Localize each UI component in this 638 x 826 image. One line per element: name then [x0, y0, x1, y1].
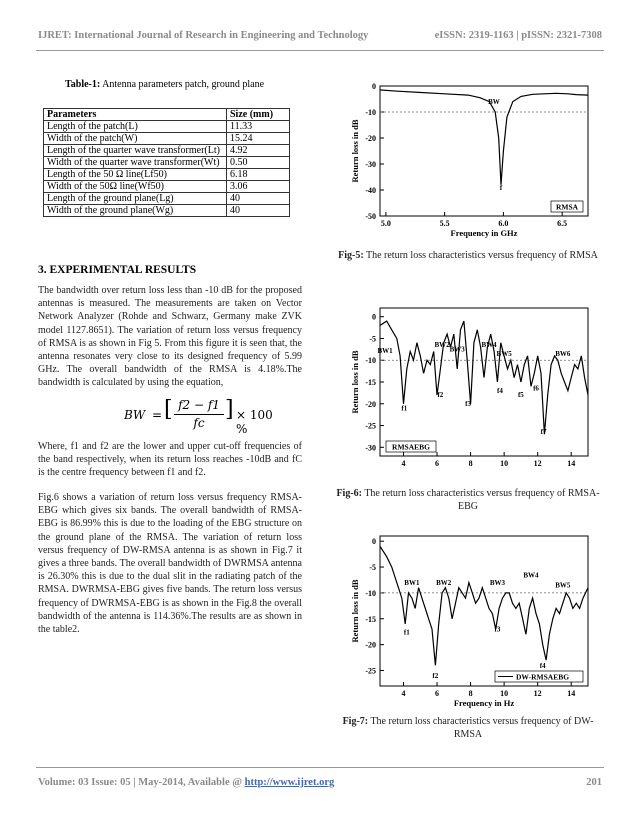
right-bracket: ]	[225, 397, 234, 422]
table-cell: 4.92	[227, 145, 290, 157]
table-caption-label: Table-1:	[65, 79, 101, 90]
y-tick-label: -5	[369, 334, 376, 344]
fig5-caption	[334, 250, 602, 263]
x-tick-label: 4	[401, 459, 406, 468]
bandwidth-equation	[124, 398, 284, 434]
y-tick-label: -50	[365, 212, 376, 221]
series-line	[380, 321, 588, 437]
parameters-table	[43, 108, 290, 217]
y-tick-label: -30	[365, 160, 376, 169]
x-tick-label: 6	[435, 689, 440, 698]
table-cell: Length of the ground plane(Lg)	[44, 193, 227, 205]
table-cell: Length of the 50 Ω line(Lf50)	[44, 169, 227, 181]
paragraph-1: The bandwidth over return loss less than -10 dB for the proposed antennas is measured. The measurements are taken on Vector Network Analyzer (Rohde and Schwarz, Germany make ZVK model 1127.8651). The variation of return loss versus frequency of RMSA is as shown in Fig 5. From this figure it is seen that, the antenna resonates very close to its designed frequency of 5.99 GHz. The overall bandwidth of the RMSA is 4.18%.The bandwidth is calculated by using the equation,	[38, 285, 302, 389]
table-header: Parameters	[44, 109, 227, 121]
x-tick-label: 4	[401, 689, 406, 698]
annotation-label: BW1	[404, 579, 420, 588]
y-tick-label: -10	[365, 108, 376, 117]
fig6-caption	[334, 488, 602, 513]
annotation-label: BW6	[555, 349, 571, 358]
annotation-label: BW4	[523, 571, 539, 580]
x-tick-label: 6	[435, 459, 440, 468]
page-number: 201	[586, 777, 602, 788]
legend-label: RMSA	[555, 202, 579, 212]
annotation-label: BW	[488, 98, 500, 107]
fig5-caption-label: Fig-5:	[338, 250, 364, 261]
table-row	[44, 157, 290, 169]
footer-volume-info	[38, 777, 334, 788]
y-tick-label: 0	[372, 82, 376, 91]
fig6-caption-text: The return loss characteristics versus frequency of RMSA-EBG	[362, 488, 600, 512]
fig5-return-loss-chart	[338, 72, 600, 242]
journal-link[interactable]: http://www.ijret.org	[244, 777, 335, 788]
table-header: Size (mm)	[227, 109, 290, 121]
table-cell: Length of the patch(L)	[44, 121, 227, 133]
annotation-label: BW3	[449, 345, 465, 354]
equation-denominator: fc	[193, 416, 205, 430]
x-tick-label: 6.0	[498, 219, 509, 228]
x-tick-label: 8	[468, 689, 473, 698]
annotation-label: BW1	[377, 346, 393, 355]
annotation-label: f3	[494, 625, 501, 634]
equation-equals: =	[152, 408, 163, 422]
fig7-caption-text: The return loss characteristics versus frequency of DW-RMSA	[368, 716, 594, 740]
table-caption	[65, 79, 264, 90]
series-line	[380, 546, 588, 665]
annotation-label: BW3	[489, 579, 506, 588]
table-row	[44, 181, 290, 193]
y-axis-label: Return loss in dB	[350, 579, 360, 643]
annotation-label: f1	[401, 404, 408, 413]
annotation-label: f3	[465, 399, 471, 408]
y-tick-label: -30	[365, 443, 376, 453]
table-row	[44, 121, 290, 133]
table-cell: 6.18	[227, 169, 290, 181]
paragraph-2: Where, f1 and f2 are the lower and upper cut-off frequencies of the band respectively, when its return loss reaches -10dB and fC is the centre frequency between f1 and f2.	[38, 441, 302, 479]
y-tick-label: -20	[365, 640, 376, 650]
table-header-row	[44, 109, 290, 121]
paragraph-3: Fig.6 shows a variation of return loss versus frequency RMSA-EBG which gives six bands. The overall bandwidth of RMSA-EBG is 86.99% this is due to the loading of the EBG structure on the ground plane of the RMSA. The variation of return loss versus frequency of DW-RMSA antenna is as shown in Fig.7 it gives a three bands. The overall bandwidth of DWRMSA antenna is 26.30% this is due to the dual slit in the radiating patch of the RMSA. DWRMSA-EBG gives five bands. The return loss versus frequency of DWRMSA-EBG is as shown in the Fig.8 the overall bandwidth of the antenna is 114.36%.The results are as shown in the table2.	[38, 492, 302, 636]
legend-label: RMSAEBG	[392, 442, 430, 452]
annotation-label: f5	[517, 391, 524, 400]
x-axis-label: Frequency in GHz	[450, 228, 518, 238]
fig5-caption-text: The return loss characteristics versus frequency of RMSA	[363, 250, 598, 261]
x-tick-label: 8	[468, 459, 473, 468]
table-cell: 15.24	[227, 133, 290, 145]
series-line	[380, 90, 588, 185]
plot-frame	[380, 86, 588, 216]
annotation-label: BW2	[434, 341, 450, 350]
x-axis-label: Frequency in Hz	[453, 698, 515, 708]
plot-frame	[380, 536, 588, 686]
table-row	[44, 133, 290, 145]
x-tick-label: 10	[500, 459, 509, 468]
table-row	[44, 205, 290, 217]
table-row	[44, 145, 290, 157]
annotation-label: BW5	[555, 581, 571, 590]
issn-info: eISSN: 2319-1163 | pISSN: 2321-7308	[434, 30, 602, 41]
x-tick-label: 14	[567, 459, 576, 468]
fig6-return-loss-chart	[338, 294, 600, 476]
annotation-label: f7	[540, 428, 547, 437]
y-axis-label: Return loss in dB	[350, 350, 360, 414]
y-tick-label: -15	[365, 614, 376, 624]
table-row	[44, 169, 290, 181]
x-tick-label: 12	[533, 689, 542, 698]
y-tick-label: -25	[365, 666, 376, 676]
x-tick-label: 12	[533, 459, 542, 468]
annotation-label: f6	[533, 384, 539, 393]
fig6-caption-label: Fig-6:	[336, 488, 362, 499]
y-tick-label: -15	[365, 378, 376, 387]
y-tick-label: 0	[372, 312, 376, 322]
footer-rule	[36, 767, 604, 768]
header-rule	[36, 50, 604, 51]
table-cell: Width of the quarter wave transformer(Wt)	[44, 157, 227, 169]
x-tick-label: 5.5	[439, 219, 450, 228]
y-tick-label: -25	[365, 421, 376, 431]
table-cell: 0.50	[227, 157, 290, 169]
fig7-caption-label: Fig-7:	[342, 716, 369, 727]
y-tick-label: -10	[365, 588, 376, 598]
x-tick-label: 6.5	[557, 219, 568, 228]
y-tick-label: -40	[365, 186, 376, 195]
table-cell: 40	[227, 205, 290, 217]
equation-numerator: f2 − f1	[178, 398, 220, 412]
annotation-label: f	[499, 184, 503, 192]
plot-frame	[380, 308, 588, 456]
annotation-label: f2	[437, 391, 444, 400]
journal-title: IJRET: International Journal of Research in Engineering and Technology	[38, 30, 369, 41]
annotation-label: BW5	[496, 349, 512, 358]
y-tick-label: -20	[365, 399, 376, 409]
annotation-label: f4	[539, 661, 546, 670]
footer-volume-text: Volume: 03 Issue: 05 | May-2014, Available @	[38, 777, 245, 788]
y-tick-label: -10	[365, 356, 376, 366]
fig7-return-loss-chart	[338, 524, 600, 708]
table-cell: 11.33	[227, 121, 290, 133]
y-tick-label: 0	[372, 537, 376, 547]
equation-lhs: BW	[124, 408, 146, 422]
annotation-label: BW2	[436, 579, 452, 588]
table-cell: Width of the patch(W)	[44, 133, 227, 145]
table-row	[44, 193, 290, 205]
y-tick-label: -20	[365, 134, 376, 143]
x-tick-label: 14	[567, 689, 576, 698]
table-cell: Width of the ground plane(Wg)	[44, 205, 227, 217]
x-tick-label: 10	[500, 689, 509, 698]
table-cell: 40	[227, 193, 290, 205]
fig7-caption	[334, 716, 602, 741]
table-cell: Length of the quarter wave transformer(Lt)	[44, 145, 227, 157]
annotation-label: f1	[403, 628, 410, 637]
table-cell: Width of the 50Ω line(Wf50)	[44, 181, 227, 193]
equation-rhs: × 100 %	[236, 408, 273, 436]
table-cell: 3.06	[227, 181, 290, 193]
annotation-label: f2	[432, 672, 439, 681]
left-bracket: [	[164, 397, 173, 422]
annotation-label: BW4	[481, 341, 497, 350]
section-heading: 3. EXPERIMENTAL RESULTS	[38, 264, 197, 276]
y-tick-label: -5	[369, 563, 376, 573]
annotation-label: f4	[497, 386, 503, 395]
legend-label: DW-RMSAEBG	[516, 672, 570, 682]
fraction-bar	[174, 414, 224, 415]
y-axis-label: Return loss in dB	[350, 119, 360, 183]
table-caption-text: Antenna parameters patch, ground plane	[100, 79, 265, 90]
x-tick-label: 5.0	[380, 219, 391, 228]
